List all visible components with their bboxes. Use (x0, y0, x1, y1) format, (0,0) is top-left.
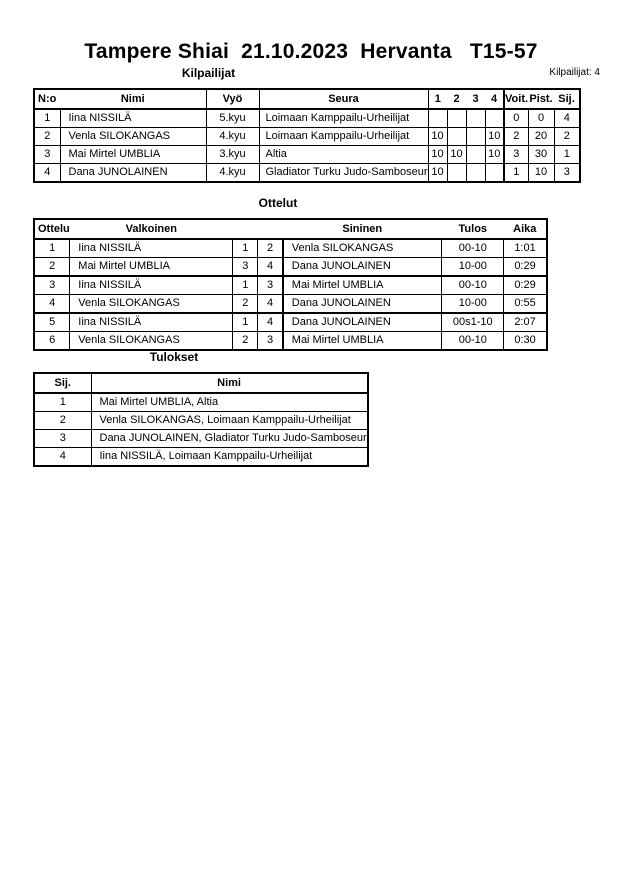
cell-vyo: 4.kyu (206, 164, 259, 183)
header-round-3: 3 (466, 89, 485, 109)
ottelut-header-row (34, 219, 547, 239)
cell-nimi: Venla SILOKANGAS, Loimaan Kamppailu-Urheilijat (91, 412, 368, 430)
cell-r4 (485, 164, 504, 183)
header-pist: Pist. (528, 89, 554, 109)
table-row (34, 258, 547, 277)
cell-blue-no: 3 (258, 332, 283, 351)
cell-tulos: 00-10 (442, 332, 504, 351)
cell-pist: 0 (528, 109, 554, 128)
ottelut-section-title: Ottelut (258, 196, 298, 210)
page-title: Tampere Shiai 21.10.2023 Hervanta T15-57 (84, 40, 538, 63)
table-row (34, 295, 547, 314)
cell-white-name: Mai Mirtel UMBLIA (70, 258, 233, 277)
kilpailijat-section-title: Kilpailijat (181, 66, 236, 80)
table-row (34, 412, 368, 430)
header-no: N:o (34, 89, 60, 109)
cell-blue-name: Dana JUNOLAINEN (283, 258, 442, 277)
cell-blue-no: 3 (258, 276, 283, 295)
cell-match-no: 6 (34, 332, 70, 351)
cell-voit: 1 (504, 164, 528, 183)
header-sij: Sij. (34, 373, 91, 393)
cell-match-no: 3 (34, 276, 70, 295)
kilpailijat-table (33, 88, 581, 183)
cell-r1: 10 (428, 128, 447, 146)
table-row (34, 164, 580, 183)
tulokset-table (33, 372, 369, 467)
header-voit: Voit. (504, 89, 528, 109)
cell-r2 (447, 109, 466, 128)
cell-voit: 3 (504, 146, 528, 164)
cell-white-name: Iina NISSILÄ (70, 239, 233, 258)
cell-aika: 0:29 (504, 276, 547, 295)
cell-white-name: Iina NISSILÄ (70, 313, 233, 332)
table-row (34, 276, 547, 295)
cell-seura: Altia (259, 146, 428, 164)
cell-sij: 4 (34, 448, 91, 467)
cell-voit: 2 (504, 128, 528, 146)
cell-aika: 0:55 (504, 295, 547, 314)
cell-pist: 10 (528, 164, 554, 183)
cell-aika: 0:30 (504, 332, 547, 351)
header-seura: Seura (259, 89, 428, 109)
table-row (34, 128, 580, 146)
cell-vyo: 4.kyu (206, 128, 259, 146)
cell-white-no: 3 (233, 258, 258, 277)
header-blue-no (258, 219, 283, 239)
cell-blue-name: Dana JUNOLAINEN (283, 313, 442, 332)
cell-sij: 1 (34, 393, 91, 412)
cell-blue-name: Dana JUNOLAINEN (283, 295, 442, 314)
cell-white-no: 2 (233, 332, 258, 351)
header-round-1: 1 (428, 89, 447, 109)
cell-tulos: 00-10 (442, 239, 504, 258)
cell-pist: 20 (528, 128, 554, 146)
header-ottelu: Ottelu (34, 219, 70, 239)
header-nimi: Nimi (60, 89, 206, 109)
competitors-count: Kilpailijat: 4 (549, 67, 600, 78)
cell-aika: 2:07 (504, 313, 547, 332)
cell-white-no: 1 (233, 313, 258, 332)
cell-voit: 0 (504, 109, 528, 128)
cell-aika: 1:01 (504, 239, 547, 258)
cell-match-no: 4 (34, 295, 70, 314)
cell-blue-no: 4 (258, 313, 283, 332)
cell-match-no: 1 (34, 239, 70, 258)
cell-sij: 2 (34, 412, 91, 430)
cell-nimi: Mai Mirtel UMBLIA, Altia (91, 393, 368, 412)
cell-blue-no: 2 (258, 239, 283, 258)
header-nimi: Nimi (91, 373, 368, 393)
cell-seura: Loimaan Kamppailu-Urheilijat (259, 128, 428, 146)
cell-r2 (447, 128, 466, 146)
cell-no: 4 (34, 164, 60, 183)
cell-white-name: Venla SILOKANGAS (70, 332, 233, 351)
cell-white-no: 2 (233, 295, 258, 314)
table-row (34, 332, 547, 351)
table-row (34, 430, 368, 448)
cell-nimi: Venla SILOKANGAS (60, 128, 206, 146)
cell-nimi: Dana JUNOLAINEN, Gladiator Turku Judo-Samboseur (91, 430, 368, 448)
cell-aika: 0:29 (504, 258, 547, 277)
cell-r2 (447, 164, 466, 183)
cell-r1: 10 (428, 146, 447, 164)
header-valkoinen: Valkoinen (70, 219, 233, 239)
cell-nimi: Iina NISSILÄ, Loimaan Kamppailu-Urheilijat (91, 448, 368, 467)
header-vyo: Vyö (206, 89, 259, 109)
header-round-4: 4 (485, 89, 504, 109)
cell-sij: 1 (554, 146, 580, 164)
tulokset-header-row (34, 373, 368, 393)
cell-r3 (466, 146, 485, 164)
header-tulos: Tulos (442, 219, 504, 239)
table-row (34, 239, 547, 258)
cell-blue-name: Venla SILOKANGAS (283, 239, 442, 258)
header-sininen: Sininen (283, 219, 442, 239)
header-round-2: 2 (447, 89, 466, 109)
cell-r4: 10 (485, 128, 504, 146)
cell-seura: Loimaan Kamppailu-Urheilijat (259, 109, 428, 128)
tulokset-section-title: Tulokset (149, 350, 199, 364)
cell-r1 (428, 109, 447, 128)
cell-r4: 10 (485, 146, 504, 164)
cell-r3 (466, 164, 485, 183)
cell-blue-name: Mai Mirtel UMBLIA (283, 332, 442, 351)
cell-nimi: Dana JUNOLAINEN (60, 164, 206, 183)
cell-vyo: 5.kyu (206, 109, 259, 128)
cell-no: 2 (34, 128, 60, 146)
table-row (34, 313, 547, 332)
cell-tulos: 10-00 (442, 295, 504, 314)
table-row (34, 393, 368, 412)
cell-blue-name: Mai Mirtel UMBLIA (283, 276, 442, 295)
cell-r2: 10 (447, 146, 466, 164)
cell-nimi: Iina NISSILÄ (60, 109, 206, 128)
cell-sij: 2 (554, 128, 580, 146)
kilpailijat-header-row (34, 89, 580, 109)
cell-r3 (466, 109, 485, 128)
cell-pist: 30 (528, 146, 554, 164)
table-row (34, 109, 580, 128)
cell-seura: Gladiator Turku Judo-Samboseur (259, 164, 428, 183)
table-row (34, 448, 368, 467)
cell-sij: 4 (554, 109, 580, 128)
cell-tulos: 10-00 (442, 258, 504, 277)
cell-match-no: 2 (34, 258, 70, 277)
cell-white-no: 1 (233, 276, 258, 295)
cell-r3 (466, 128, 485, 146)
cell-match-no: 5 (34, 313, 70, 332)
cell-r1: 10 (428, 164, 447, 183)
header-aika: Aika (504, 219, 547, 239)
cell-no: 1 (34, 109, 60, 128)
cell-vyo: 3.kyu (206, 146, 259, 164)
table-row (34, 146, 580, 164)
cell-blue-no: 4 (258, 295, 283, 314)
cell-no: 3 (34, 146, 60, 164)
cell-white-name: Venla SILOKANGAS (70, 295, 233, 314)
cell-white-no: 1 (233, 239, 258, 258)
ottelut-table (33, 218, 548, 351)
cell-sij: 3 (34, 430, 91, 448)
cell-tulos: 00s1-10 (442, 313, 504, 332)
cell-r4 (485, 109, 504, 128)
cell-tulos: 00-10 (442, 276, 504, 295)
cell-blue-no: 4 (258, 258, 283, 277)
cell-sij: 3 (554, 164, 580, 183)
cell-white-name: Iina NISSILÄ (70, 276, 233, 295)
header-white-no (233, 219, 258, 239)
cell-nimi: Mai Mirtel UMBLIA (60, 146, 206, 164)
header-sij: Sij. (554, 89, 580, 109)
